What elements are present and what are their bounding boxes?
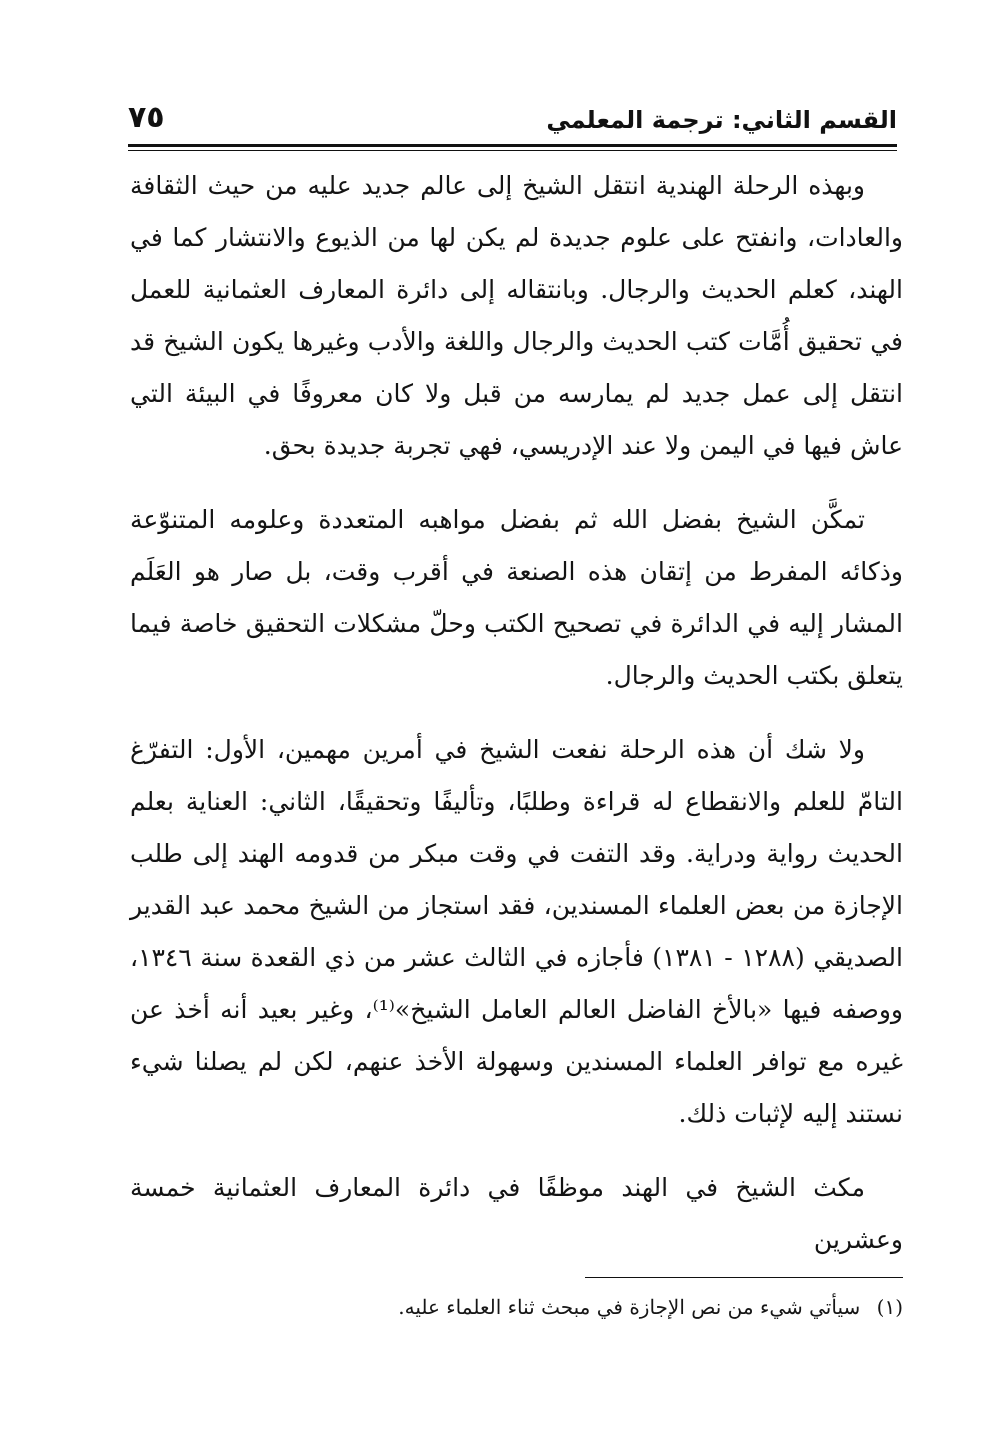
paragraph-2: تمكَّن الشيخ بفضل الله ثم بفضل مواهبه المتعددة وعلومه المتنوّعة وذكائه المفرط من إتقان هذه الصنعة في أقرب وقت، بل صار هو العَلَم المشار إليه في الدائرة في تصحيح الكتب وحلّ مشكلات التحقيق خاصة فيما يتعلق بكتب الحديث والرجال. (130, 505, 903, 690)
paragraph-4: مكث الشيخ في الهند موظفًا في دائرة المعارف العثمانية خمسة وعشرين (130, 1173, 903, 1254)
paragraph-1: وبهذه الرحلة الهندية انتقل الشيخ إلى عالم جديد عليه من حيث الثقافة والعادات، وانفتح على علوم جديدة لم يكن لها من الذيوع والانتشار كما في الهند، كعلم الحديث والرجال. وبانتقاله إلى دائرة المعارف العثمانية للعمل في تحقيق أُمَّات كتب الحديث والرجال واللغة والأدب وغيرها يكون الشيخ قد انتقل إلى عمل جديد لم يمارسه من قبل ولا كان معروفًا في البيئة التي عاش فيها في اليمن ولا عند الإدريسي، فهي تجربة جديدة بحق. (130, 171, 903, 460)
running-head (128, 100, 897, 140)
paragraph-3: ولا شك أن هذه الرحلة نفعت الشيخ في أمرين مهمين، الأول: التفرّغ التامّ للعلم والانقطاع له قراءة وطلبًا، وتأليفًا وتحقيقًا، الثاني: العناية بعلم الحديث رواية ودراية. وقد التفت في وقت مبكر من قدومه الهند إلى طلب الإجازة من بعض العلماء المسندين، فقد استجاز من الشيخ محمد عبد القدير الصديقي (١٢٨٨ - ١٣٨١) فأجازه في الثالث عشر من ذي القعدة سنة ١٣٤٦، ووصفه فيها «بالأخ الفاضل العالم العامل الشيخ»⁽¹⁾، وغير بعيد أنه أخذ عن غيره مع توافر العلماء المسندين وسهولة الأخذ عنهم، لكن لم يصلنا شيء نستند إليه لإثبات ذلك. (130, 735, 904, 1128)
footnote (130, 1290, 903, 1324)
body-text (130, 160, 903, 1266)
footnote-marker: (١) (876, 1295, 903, 1319)
header-rule-thick (128, 144, 897, 147)
page-number: ٧٥ (128, 100, 165, 135)
footnote-text: سيأتي شيء من نص الإجازة في مبحث ثناء العلماء عليه. (398, 1295, 861, 1319)
footnote-separator (585, 1277, 903, 1278)
header-rule-thin (128, 150, 897, 151)
running-title: القسم الثاني: ترجمة المعلمي (546, 106, 897, 134)
